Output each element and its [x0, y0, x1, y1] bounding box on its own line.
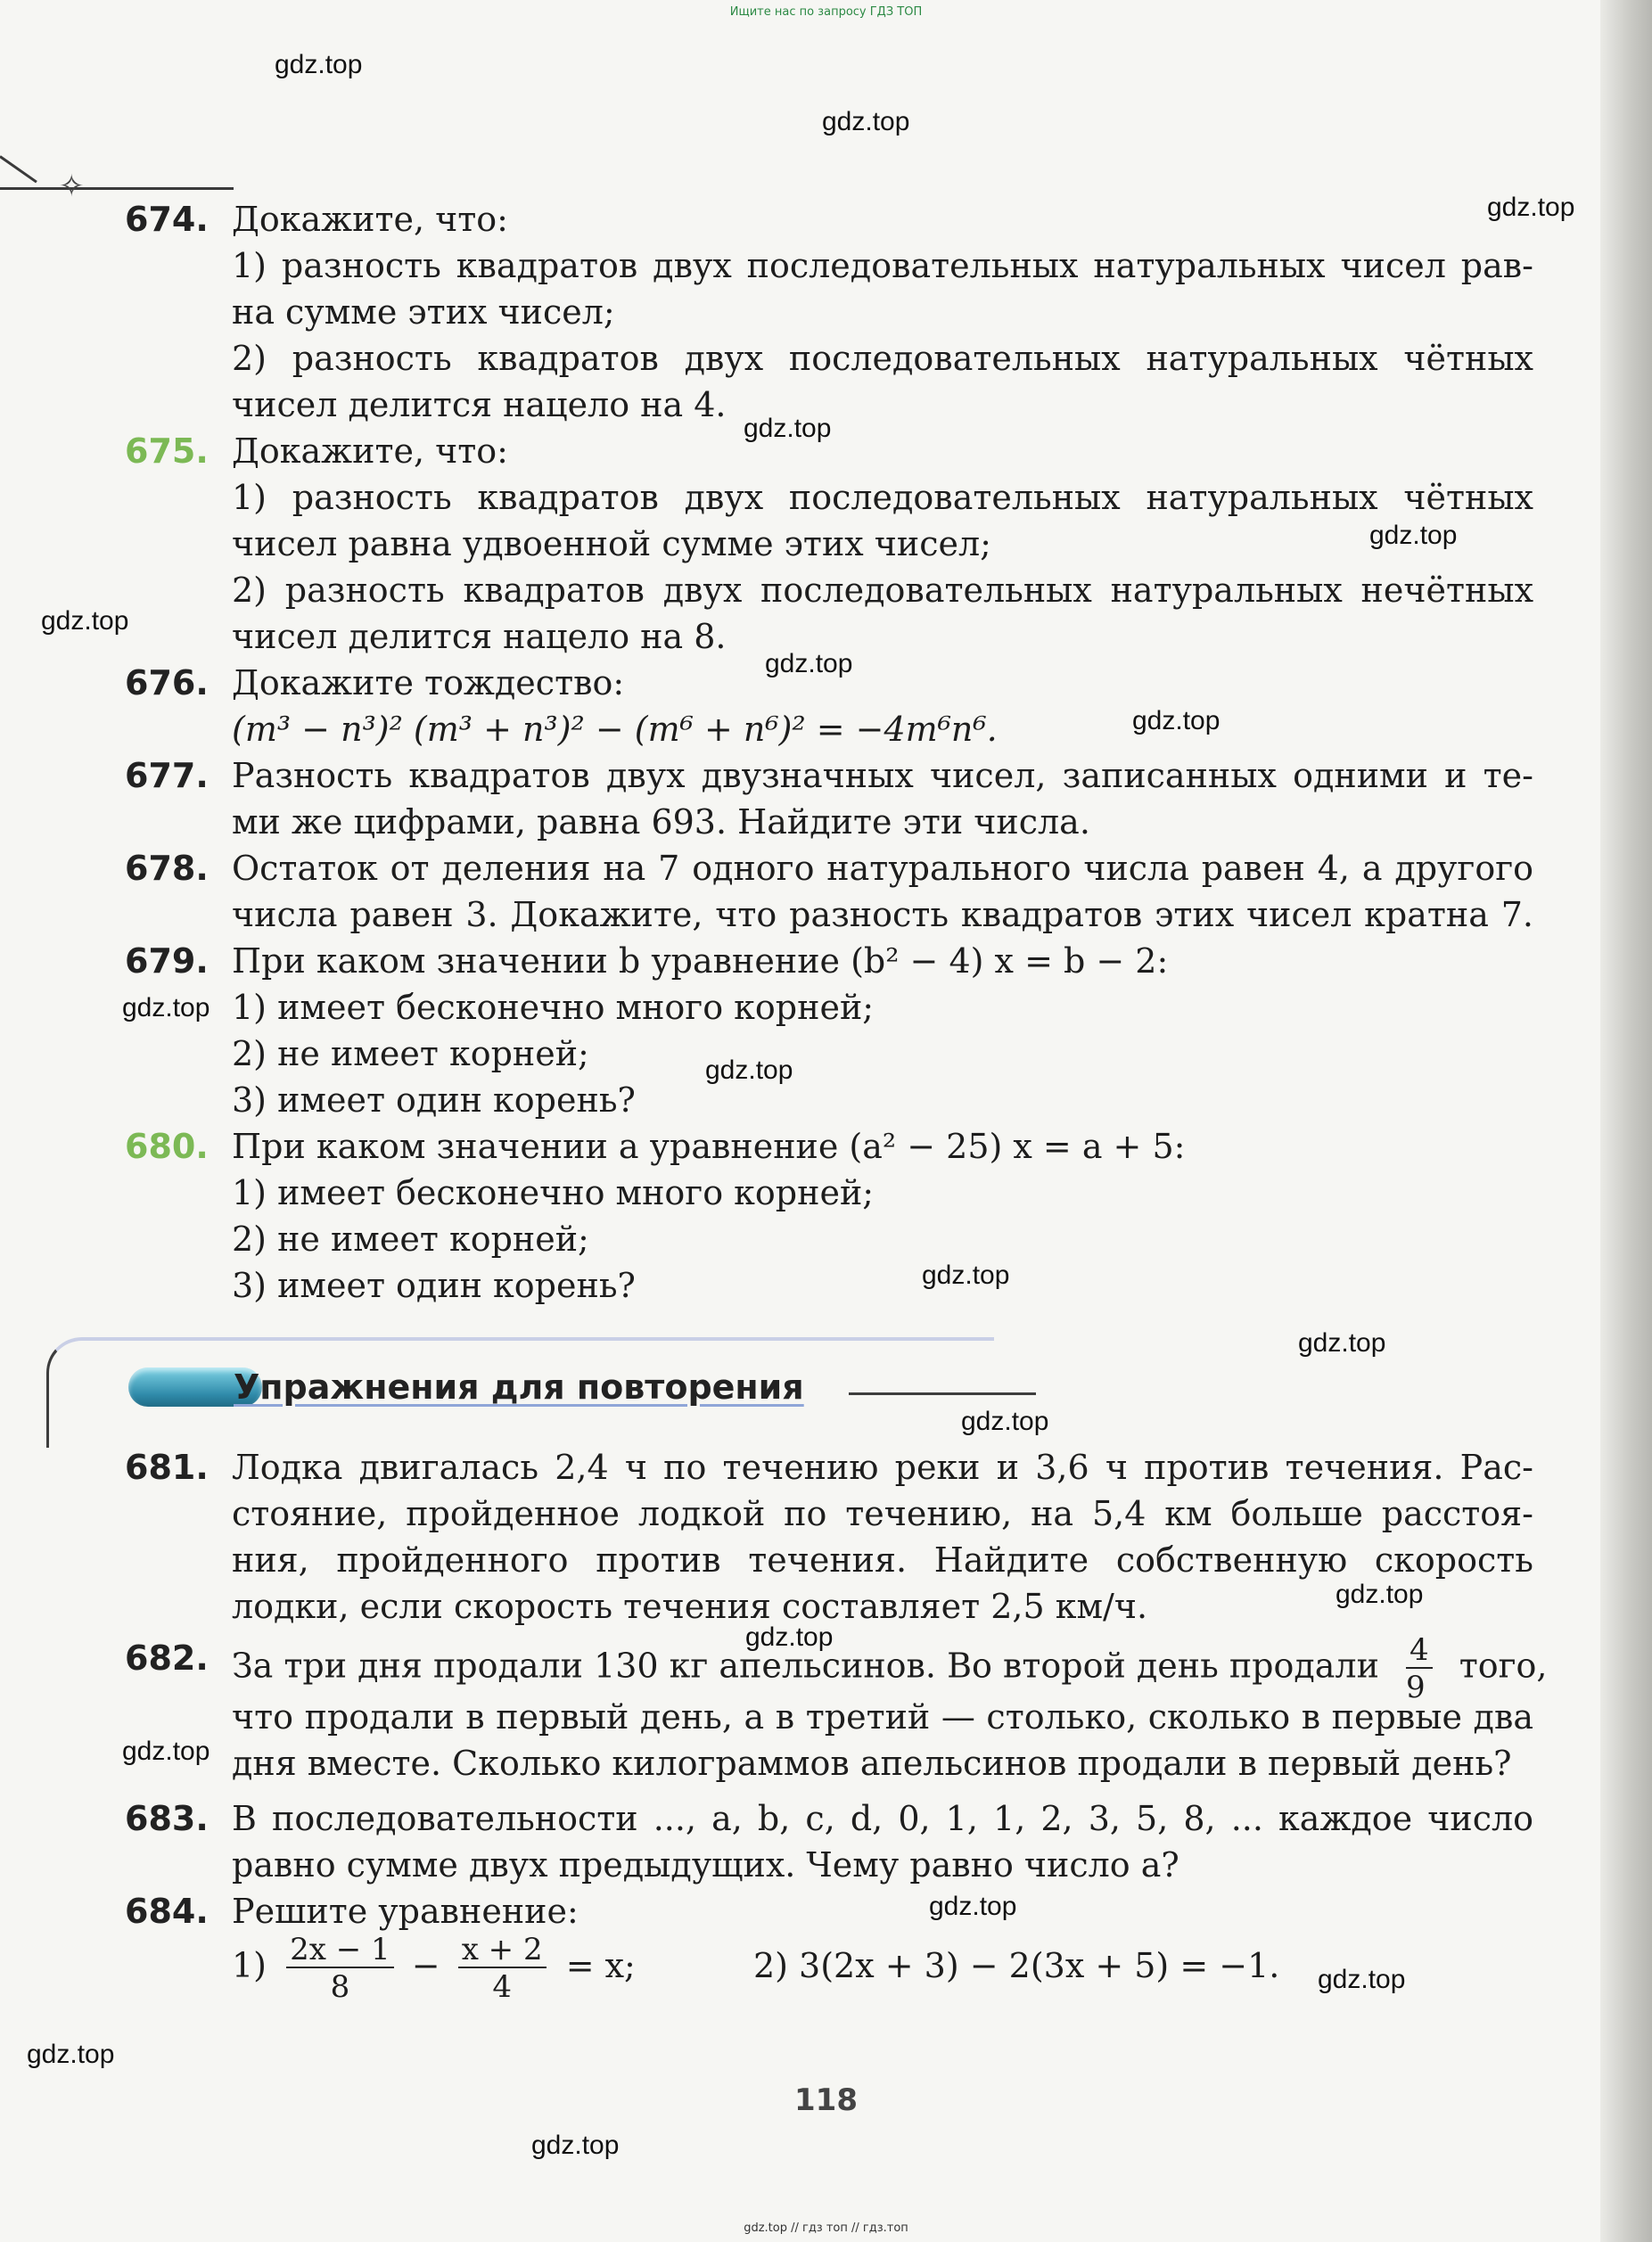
- repetition-problems: [125, 1444, 1533, 1630]
- problem-text: лодки, если скорость течения составляет 2,5 км/ч.: [232, 1587, 1148, 1626]
- problem: [125, 1444, 1533, 1630]
- problem-text: 3) имеет один корень?: [232, 1080, 636, 1120]
- problem-text: В последовательности ..., a, b, c, d, 0, 1, 1, 2, 3, 5, 8, ... каждое число: [232, 1799, 1533, 1838]
- problem-text: 3) имеет один корень?: [232, 1266, 636, 1305]
- problem-number: 684.: [125, 1892, 209, 1931]
- fraction-denominator: 4: [492, 1969, 512, 2005]
- problem-number: 680.: [125, 1127, 209, 1166]
- problem-text: ния, пройденного против течения. Найдите собственную скорость: [232, 1540, 1533, 1580]
- watermark: gdz.top: [745, 1622, 834, 1652]
- watermark: gdz.top: [27, 2040, 115, 2069]
- watermark: gdz.top: [122, 993, 210, 1022]
- problem-number: 674.: [125, 200, 209, 239]
- problem-text: 1) разность квадратов двух последовательных натуральных чисел рав-: [232, 246, 1533, 285]
- fraction-denominator: 8: [330, 1969, 350, 2005]
- problem-number: 676.: [125, 663, 209, 702]
- problem-text: 2) не имеет корней;: [232, 1034, 589, 1073]
- problem: [125, 845, 1533, 938]
- watermark: gdz.top: [765, 649, 853, 678]
- problem-text: что продали в первый день, а в третий — столько, сколько в первые два: [232, 1697, 1533, 1737]
- problem: [125, 938, 1533, 1123]
- watermark: gdz.top: [922, 1261, 1010, 1290]
- problem-text: Остаток от деления на 7 одного натурального числа равен 4, а другого: [232, 849, 1533, 888]
- problem-text: дня вместе. Сколько килограммов апельсинов продали в первый день?: [232, 1744, 1512, 1783]
- problem-number: 682.: [125, 1638, 209, 1678]
- problem-text: 2) не имеет корней;: [232, 1220, 589, 1259]
- problem-text: Решите уравнение:: [232, 1892, 579, 1931]
- problem-text: Докажите, что:: [232, 431, 508, 471]
- diamond-icon: ✧: [59, 168, 85, 204]
- problem: [125, 752, 1533, 845]
- problem-text: 2) разность квадратов двух последовательных натуральных нечётных: [232, 571, 1533, 610]
- problem-text: Докажите тождество:: [232, 663, 625, 702]
- problem: [125, 196, 1533, 428]
- problem-number: 679.: [125, 941, 209, 981]
- problem: [125, 660, 1533, 752]
- equations: [232, 1934, 1533, 2033]
- problem-number: 677.: [125, 756, 209, 795]
- watermark: gdz.top: [1369, 521, 1458, 550]
- problem-text: 1) имеет бесконечно много корней;: [232, 1173, 875, 1212]
- problem-text: чисел делится нацело на 4.: [232, 385, 727, 424]
- problems-list: [125, 196, 1533, 1309]
- problem-text: чисел делится нацело на 8.: [232, 617, 727, 656]
- page-edge-shadow: [1600, 0, 1652, 2242]
- problem-text: При каком значении a уравнение (a² − 25) x = a + 5:: [232, 1127, 1186, 1166]
- equation-operator: −: [411, 1945, 440, 1985]
- fraction: [286, 1932, 394, 2005]
- watermark: gdz.top: [1336, 1580, 1424, 1609]
- problem-text: того,: [1459, 1646, 1548, 1686]
- top-banner: Ищите нас по запросу ГДЗ ТОП: [729, 5, 923, 19]
- section-header: [46, 1337, 991, 1444]
- problem-text: числа равен 3. Докажите, что разность квадратов этих чисел кратна 7.: [232, 895, 1533, 934]
- watermark: gdz.top: [929, 1892, 1017, 1921]
- fraction-numerator: 4: [1406, 1635, 1433, 1669]
- problem-text: равно сумме двух предыдущих. Чему равно число a?: [232, 1845, 1179, 1885]
- problem-text: 1) имеет бесконечно много корней;: [232, 988, 875, 1027]
- watermark: gdz.top: [531, 2131, 620, 2160]
- problem-text: Докажите, что:: [232, 200, 508, 239]
- problem-text: Лодка двигалась 2,4 ч по течению реки и 3,6 ч против течения. Рас-: [232, 1448, 1533, 1487]
- problem-number: 675.: [125, 431, 209, 471]
- problem-text: Разность квадратов двух двузначных чисел, записанных одними и те-: [232, 756, 1533, 795]
- equation-2: 2) 3(2x + 3) − 2(3x + 5) = −1.: [752, 1945, 1280, 1985]
- watermark: gdz.top: [41, 606, 129, 636]
- problem-683: [125, 1795, 1533, 1888]
- watermark: gdz.top: [961, 1407, 1049, 1436]
- section-title: Упражнения для повторения: [234, 1367, 804, 1407]
- problem-number: 678.: [125, 849, 209, 888]
- problem: [125, 1123, 1533, 1309]
- problem-text: За три дня продали 130 кг апельсинов. Во второй день продали: [232, 1646, 1379, 1686]
- problem-text: 1) разность квадратов двух последовательных натуральных чётных: [232, 478, 1533, 517]
- problem-text: ми же цифрами, равна 693. Найдите эти числа.: [232, 802, 1090, 842]
- fraction: [1406, 1632, 1433, 1705]
- watermark: gdz.top: [275, 50, 363, 79]
- fraction-numerator: x + 2: [458, 1934, 547, 1968]
- equation-tail: = x;: [565, 1945, 636, 1985]
- watermark: gdz.top: [705, 1055, 793, 1085]
- decorative-line: [0, 155, 37, 183]
- footer-links: gdz.top // гдз топ // гдз.топ: [744, 2221, 908, 2235]
- section-frame-line: [849, 1392, 1036, 1395]
- problem-text: 2) разность квадратов двух последовательных натуральных чётных: [232, 339, 1533, 378]
- formula: (m³ − n³)² (m³ + n³)² − (m⁶ + n⁶)² = −4m⁶n⁶.: [232, 710, 998, 749]
- page-number: 118: [794, 2082, 858, 2118]
- watermark: gdz.top: [744, 414, 832, 443]
- watermark: gdz.top: [1487, 193, 1575, 222]
- watermark: gdz.top: [1298, 1328, 1386, 1358]
- watermark: gdz.top: [122, 1737, 210, 1766]
- equation-label: 1): [232, 1945, 267, 1985]
- problem-684: [125, 1888, 1533, 2033]
- watermark: gdz.top: [1318, 1965, 1406, 1994]
- problem-text: на сумме этих чисел;: [232, 292, 615, 332]
- problem-text: чисел равна удвоенной сумме этих чисел;: [232, 524, 991, 563]
- problem-number: 681.: [125, 1448, 209, 1487]
- fraction-denominator: 9: [1406, 1670, 1426, 1705]
- decorative-line: [0, 187, 234, 190]
- watermark: gdz.top: [1132, 706, 1221, 735]
- problem-text: При каком значении b уравнение (b² − 4) x = b − 2:: [232, 941, 1169, 981]
- fraction-numerator: 2x − 1: [286, 1934, 394, 1968]
- problem-682: [125, 1632, 1548, 1786]
- watermark: gdz.top: [822, 107, 910, 136]
- fraction: [458, 1932, 547, 2005]
- problem: [125, 428, 1533, 660]
- problem-number: 683.: [125, 1799, 209, 1838]
- problem-text: стояние, пройденное лодкой по течению, на 5,4 км больше расстоя-: [232, 1494, 1533, 1533]
